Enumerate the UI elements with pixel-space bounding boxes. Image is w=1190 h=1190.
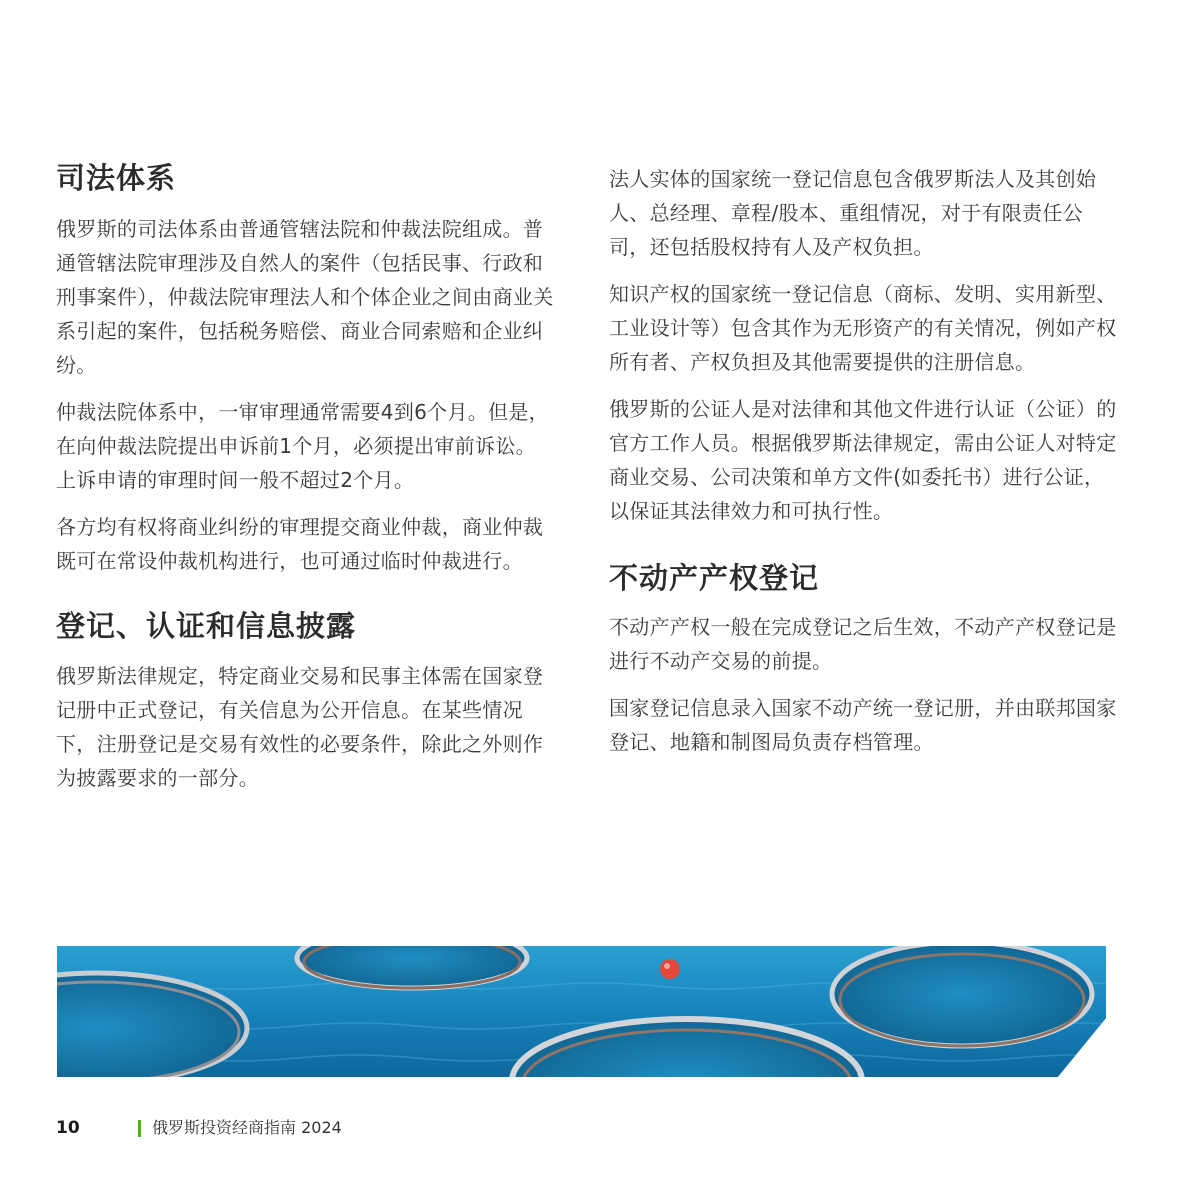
paragraph: 俄罗斯的公证人是对法律和其他文件进行认证（公证）的官方工作人员。根据俄罗斯法律规定，需由公证人对特定商业交易、公司决策和单方文件(如委托书）进行公证，以保证其法律效力和可执行性。 [609, 397, 1117, 523]
paragraph: 俄罗斯法律规定，特定商业交易和民事主体需在国家登记册中正式登记，有关信息为公开信息。在某些情况下，注册登记是交易有效性的必要条件，除此之外则作为披露要求的一部分。 [56, 664, 544, 791]
left-column [56, 160, 556, 808]
heading-judicial-system: 司法体系 [56, 161, 177, 195]
paragraph: 知识产权的国家统一登记信息（商标、发明、实用新型、工业设计等）包含其作为无形资产的有关情况，例如产权所有者、产权负担及其他需要提供的注册信息。 [609, 282, 1117, 374]
paragraph: 法人实体的国家统一登记信息包含俄罗斯法人及其创始人、总经理、章程/股本、重组情况，对于有限责任公司，还包括股权持有人及产权负担。 [609, 167, 1097, 259]
paragraph: 俄罗斯的司法体系由普通管辖法院和仲裁法院组成。普通管辖法院审理涉及自然人的案件（包括民事、行政和刑事案件），仲裁法院审理法人和个体企业之间由商业关系引起的案件，包括税务赔偿、商业合同索赔和企业纠纷。 [56, 216, 554, 377]
heading-real-estate: 不动产产权登记 [609, 561, 820, 595]
publication-title: 俄罗斯投资经商指南 2024 [152, 1118, 342, 1137]
fish-farm-photo [57, 946, 1106, 1077]
footer-divider [138, 1120, 141, 1137]
paragraph: 各方均有权将商业纠纷的审理提交商业仲裁，商业仲裁既可在常设仲裁机构进行，也可通过临时仲裁进行。 [56, 514, 544, 573]
paragraph: 仲裁法院体系中，一审审理通常需要4到6个月。但是，在向仲裁法院提出申诉前1个月，必须提出审前诉讼。上诉申请的审理时间一般不超过2个月。 [56, 399, 549, 492]
heading-registration: 登记、认证和信息披露 [56, 608, 357, 643]
paragraph: 国家登记信息录入国家不动产统一登记册，并由联邦国家登记、地籍和制图局负责存档管理。 [609, 695, 1117, 754]
paragraph: 不动产产权一般在完成登记之后生效，不动产产权登记是进行不动产交易的前提。 [609, 614, 1117, 673]
right-column [609, 162, 1119, 772]
page-number: 10 [56, 1118, 80, 1138]
